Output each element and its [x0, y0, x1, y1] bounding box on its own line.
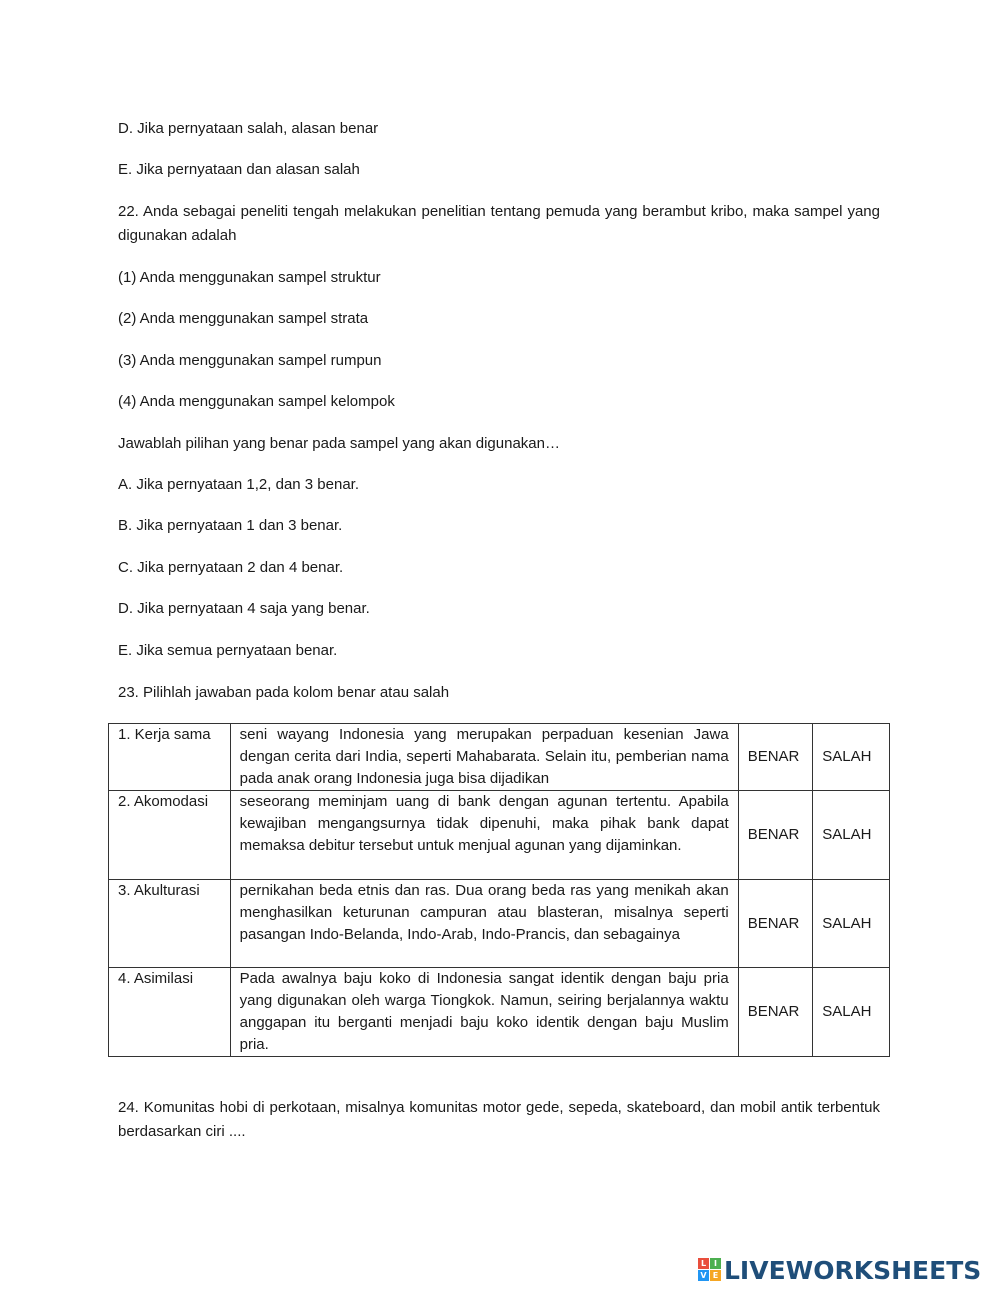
- description-cell: pernikahan beda etnis dan ras. Dua orang beda ras yang menikah akan menghasilkan keturunan campuran atau blasteran, misalnya seperti pasangan Indo-Belanda, Indo-Arab, Indo-Prancis, dan sebagainya: [230, 880, 738, 968]
- logo-mark-icon: [698, 1258, 722, 1282]
- term-cell: 4. Asimilasi: [109, 968, 231, 1057]
- statement-3: (3) Anda menggunakan sampel rumpun: [118, 352, 382, 369]
- option-d-previous: D. Jika pernyataan salah, alasan benar: [118, 120, 379, 137]
- true-false-table: [108, 723, 890, 1057]
- salah-button[interactable]: SALAH: [813, 724, 890, 791]
- benar-button[interactable]: BENAR: [738, 880, 813, 968]
- logo-mark-letter: I: [710, 1258, 721, 1269]
- logo-text: LIVEWORKSHEETS: [724, 1255, 982, 1285]
- salah-button[interactable]: SALAH: [813, 968, 890, 1057]
- question-22: 22. Anda sebagai peneliti tengah melakukan penelitian tentang pemuda yang berambut kribo, maka sampel yang digunakan adalah: [118, 203, 880, 244]
- description-cell: Pada awalnya baju koko di Indonesia sangat identik dengan baju pria yang digunakan oleh warga Tiongkok. Namun, seiring berjalannya waktu anggapan itu berganti menjadi baju koko identik dengan baju Muslim pria.: [230, 968, 738, 1057]
- benar-button[interactable]: BENAR: [738, 968, 813, 1057]
- option-d: D. Jika pernyataan 4 saja yang benar.: [118, 600, 370, 617]
- logo-mark-letter: V: [698, 1270, 709, 1281]
- logo-mark-letter: L: [698, 1258, 709, 1269]
- option-e-previous: E. Jika pernyataan dan alasan salah: [118, 161, 360, 178]
- statement-4: (4) Anda menggunakan sampel kelompok: [118, 393, 395, 410]
- benar-button[interactable]: BENAR: [738, 724, 813, 791]
- question-22-prompt: Jawablah pilihan yang benar pada sampel yang akan digunakan…: [118, 435, 560, 452]
- term-cell: 2. Akomodasi: [109, 791, 231, 880]
- logo-mark-letter: E: [710, 1270, 721, 1281]
- table-row: [109, 880, 890, 968]
- liveworksheets-logo: [698, 1253, 981, 1287]
- table-row: [109, 724, 890, 791]
- description-cell: seni wayang Indonesia yang merupakan perpaduan kesenian Jawa dengan cerita dari India, seperti Mahabarata. Selain itu, pemberian nama pada anak orang Indonesia juga bisa dijadikan: [230, 724, 738, 791]
- statement-1: (1) Anda menggunakan sampel struktur: [118, 269, 381, 286]
- option-c: C. Jika pernyataan 2 dan 4 benar.: [118, 559, 344, 576]
- benar-button[interactable]: BENAR: [738, 791, 813, 880]
- question-24: 24. Komunitas hobi di perkotaan, misalnya komunitas motor gede, sepeda, skateboard, dan mobil antik terbentuk berdasarkan ciri ....: [118, 1099, 880, 1140]
- table-row: [109, 791, 890, 880]
- option-e: E. Jika semua pernyataan benar.: [118, 642, 338, 659]
- table-row: [109, 968, 890, 1057]
- salah-button[interactable]: SALAH: [813, 880, 890, 968]
- term-cell: 3. Akulturasi: [109, 880, 231, 968]
- term-cell: 1. Kerja sama: [109, 724, 231, 791]
- option-a: A. Jika pernyataan 1,2, dan 3 benar.: [118, 476, 360, 493]
- statement-2: (2) Anda menggunakan sampel strata: [118, 310, 369, 327]
- option-b: B. Jika pernyataan 1 dan 3 benar.: [118, 517, 343, 534]
- salah-button[interactable]: SALAH: [813, 791, 890, 880]
- question-23: 23. Pilihlah jawaban pada kolom benar atau salah: [118, 684, 450, 701]
- description-cell: seseorang meminjam uang di bank dengan agunan tertentu. Apabila kewajiban mengangsurnya tidak dipenuhi, maka pihak bank dapat memaksa debitur tersebut untuk menjual agunan yang dijaminkan.: [230, 791, 738, 880]
